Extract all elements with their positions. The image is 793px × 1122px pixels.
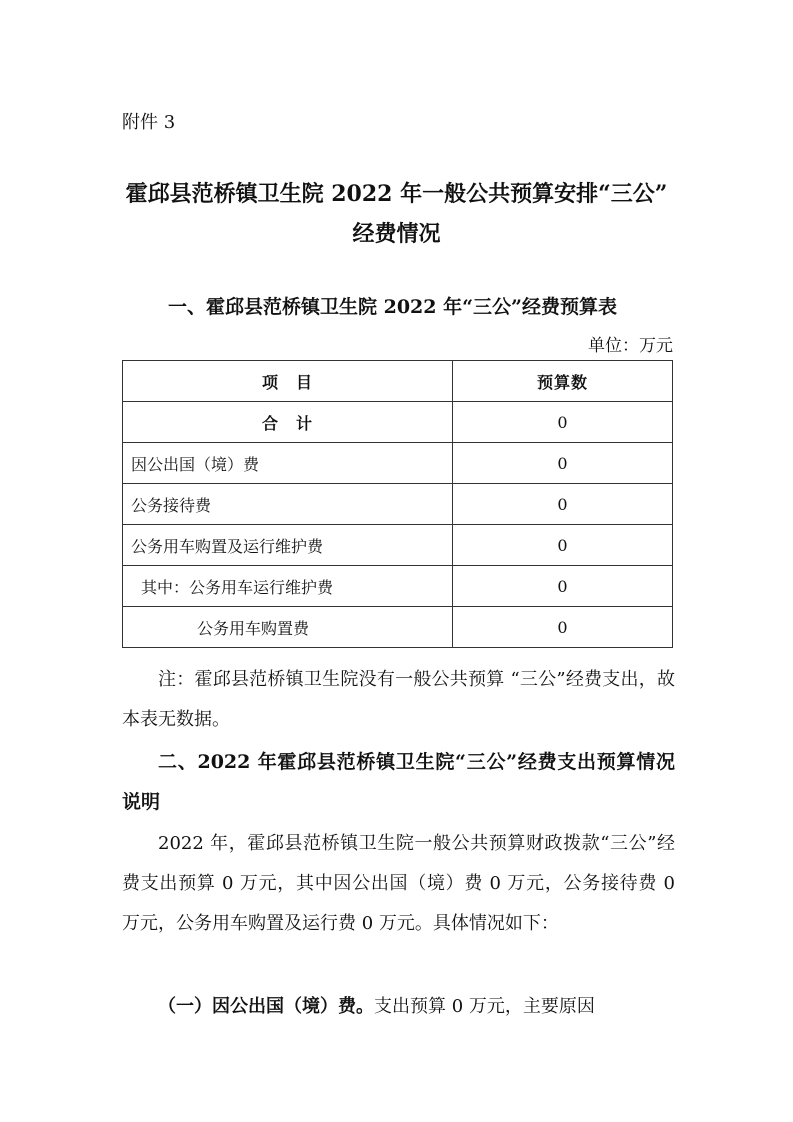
row-label: 因公出国（境）费 (123, 443, 453, 484)
row-label: 公务接待费 (123, 484, 453, 525)
row-label: 公务用车购置费 (123, 607, 453, 648)
table-row (123, 607, 673, 648)
document-title-line1: 霍邱县范桥镇卫生院 2022 年一般公共预算安排“三公” (125, 181, 668, 207)
section2-paragraph: 2022 年，霍邱县范桥镇卫生院一般公共预算财政拨款“三公”经费支出预算 0 万元，其中因公出国（境）费 0 万元，公务接待费 0 万元，公务用车购置及运行费 0 万元。具体情况如下： (122, 833, 675, 934)
document-title-line2: 经费情况 (352, 221, 441, 247)
table-row (123, 525, 673, 566)
row-value: 0 (453, 443, 673, 484)
section1-heading: 一、霍邱县范桥镇卫生院 2022 年“三公”经费预算表 (168, 296, 617, 318)
section2-heading: 二、2022 年霍邱县范桥镇卫生院“三公”经费支出预算情况说明 (122, 751, 675, 813)
subsection1-heading: （一）因公出国（境）费。 (158, 996, 374, 1017)
table-row (123, 566, 673, 607)
row-value: 0 (453, 566, 673, 607)
header-item: 项 目 (123, 361, 453, 402)
row-label-total: 合 计 (123, 402, 453, 443)
subsection1-text: 支出预算 0 万元，主要原因 (374, 996, 595, 1017)
attachment-label: 附件 3 (122, 112, 176, 133)
row-value: 0 (453, 525, 673, 566)
table-row (123, 402, 673, 443)
table-row (123, 443, 673, 484)
unit-label: 单位：万元 (588, 336, 673, 356)
row-label: 其中：公务用车运行维护费 (123, 566, 453, 607)
table-row (123, 484, 673, 525)
row-label: 公务用车购置及运行维护费 (123, 525, 453, 566)
header-budget: 预算数 (453, 361, 673, 402)
budget-table (122, 360, 673, 648)
subsection1-paragraph (122, 987, 675, 1027)
table-note: 注：霍邱县范桥镇卫生院没有一般公共预算 “三公”经费支出，故本表无数据。 (122, 669, 675, 730)
row-value: 0 (453, 484, 673, 525)
table-header-row (123, 361, 673, 402)
row-value: 0 (453, 607, 673, 648)
row-value: 0 (453, 402, 673, 443)
